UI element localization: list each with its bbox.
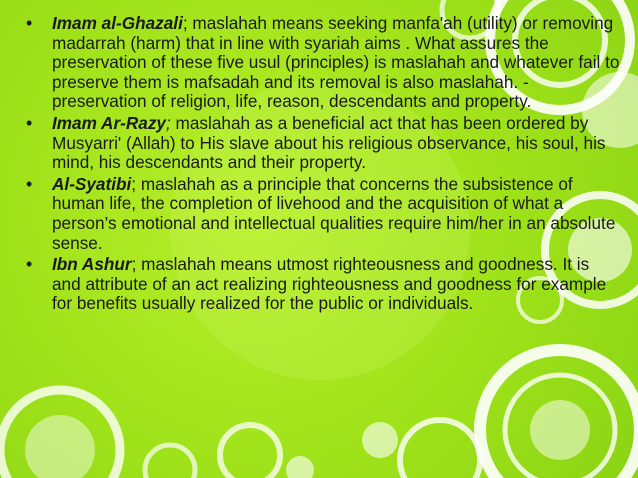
bullet-item-ashur: [22, 255, 622, 314]
bullet-dot: •: [26, 173, 33, 194]
scholar-name: Al-Syatibi: [52, 173, 132, 194]
scholar-name: Ibn Ashur: [52, 254, 132, 275]
bullet-item-razy: [22, 114, 622, 173]
bullet-text: maslahah means seeking manfa'ah (utility) or removing madarrah (harm) that in line with syariah aims . What assures the preservation of these five usul (principles) is maslahah and whatever fail to preserve them is mafsadah and its removal is also maslahah. - preservation of religion, life, reason, descendants and property.: [52, 13, 620, 112]
separator: ;: [131, 254, 137, 275]
bullet-dot: •: [26, 13, 33, 33]
bullet-dot: •: [26, 254, 33, 275]
bullet-item-ghazali: [22, 14, 622, 112]
scholar-name: Imam al-Ghazali: [52, 13, 183, 33]
bullet-list: [22, 14, 622, 316]
separator: ;: [165, 112, 171, 133]
bullet-text: maslahah as a beneficial act that has been ordered by Musyarri' (Allah) to His slave about his religious observance, his soul, his mind, his descendants and their property.: [52, 112, 606, 173]
separator: ;: [131, 173, 137, 194]
bullet-item-syatibi: [22, 175, 622, 253]
bullet-dot: •: [26, 112, 33, 133]
scholar-name: Imam Ar-Razy: [52, 112, 166, 133]
bullet-text: maslahah means utmost righteousness and goodness. It is and attribute of an act realizing righteousness and goodness for example for benefits usually realized for the public or individuals.: [52, 254, 607, 314]
bullet-text: maslahah as a principle that concerns the subsistence of human life, the completion of livehood and the acquisition of what a person’s emotional and intellectual qualities require him/her in an absolute sense.: [52, 173, 616, 253]
separator: ;: [182, 13, 188, 33]
